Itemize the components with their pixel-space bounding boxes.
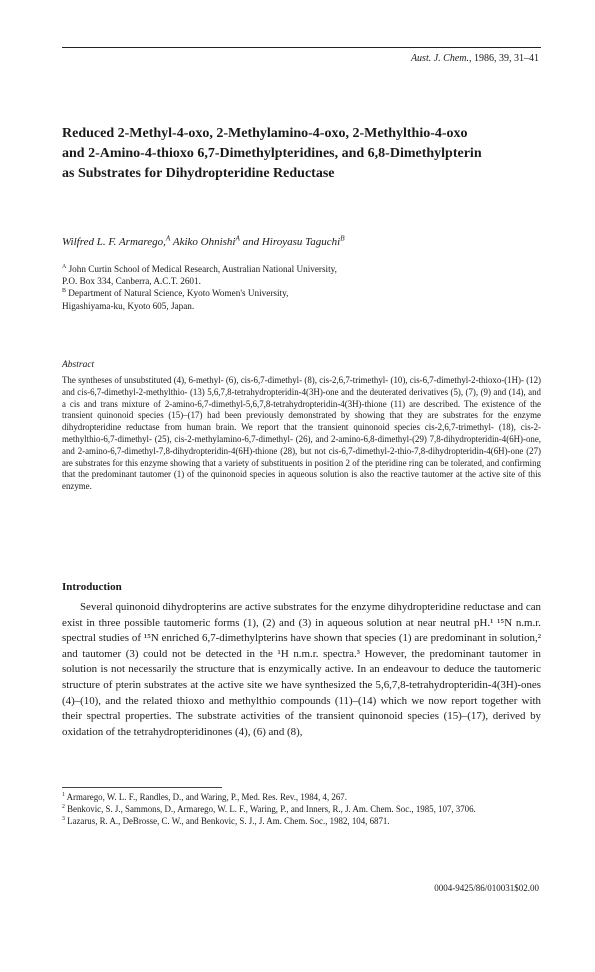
journal-name: Aust. J. Chem., bbox=[410, 53, 472, 64]
abstract-heading: Abstract bbox=[62, 360, 95, 370]
header-rule bbox=[62, 47, 541, 48]
affil-b-line2: Higashiyama-ku, Kyoto 605, Japan. bbox=[62, 300, 195, 311]
affil-a-marker: A bbox=[62, 263, 67, 270]
author-and: and bbox=[242, 236, 260, 248]
author-2: Akiko Ohnishi bbox=[172, 236, 236, 248]
affil-b-marker: B bbox=[62, 288, 66, 295]
author-3: Hiroyasu Taguchi bbox=[261, 236, 341, 248]
footnote-3: $^3$ Lazarus, R. A., DeBrosse, C. W., and Benkovic, S. J., J. Am. Chem. Soc., 1982, 104, 6871. bbox=[62, 816, 390, 826]
affil-a-line2: P.O. Box 334, Canberra, A.C.T. 2601. bbox=[62, 276, 201, 287]
journal-citation bbox=[411, 53, 539, 64]
article-code: 0004-9425/86/010031$02.00 bbox=[434, 883, 539, 893]
author-2-affil: A bbox=[235, 234, 240, 243]
author-3-affil: B bbox=[340, 234, 345, 243]
footnote-2: $^2$ Benkovic, S. J., Sammons, D., Armarego, W. L. F., Waring, P., and Inners, R., J. Am. Chem. Soc., 1985, 107, 3706. bbox=[62, 804, 476, 814]
affil-b-line1: Department of Natural Science, Kyoto Women's University, bbox=[68, 288, 289, 299]
journal-volume: 1986, 39, 31–41 bbox=[474, 53, 539, 64]
footnote-1: $^1$ Armarego, W. L. F., Randles, D., and Waring, P., Med. Res. Rev., 1984, 4, 267. bbox=[62, 792, 347, 802]
footnote-rule bbox=[62, 787, 222, 788]
affil-a-line1: John Curtin School of Medical Research, Australian National University, bbox=[68, 264, 337, 274]
article-title: Reduced 2-Methyl-4-oxo, 2-Methylamino-4-oxo, 2-Methylthio-4-oxo and 2-Amino-4-thioxo 6,7-Dimethylpteridines, and 6,8-Dimethylpterin as Substrates for Dihydropteridine Reductase bbox=[62, 126, 482, 181]
author-line bbox=[62, 236, 345, 248]
abstract-text: The syntheses of unsubstituted (4), 6-methyl- (6), cis-6,7-dimethyl- (8), cis-2,6,7-trimethyl- (10), cis-6,7-dimethyl-2-thioxo-(1H)- (12) and cis-6,7-dimethyl-2-methylthio- (13) 5,6,7,8-tetrahydropteridin-4(3H)-one and the deuterated derivatives (5), (7), (9) and (14), and a cis and trans mixture of 2-amino-6,7-dimethyl-5,6,7,8-tetrahydropteridin-4(3H)-thione (11) are described. The existence of the transient quinonoid species (15)–(17) had been previously demonstrated by showing that they are substrates for the enzyme dihydropteridine reductase from human brain. We report that the transient quinonoid species cis-2,6,7-trimethyl- (18), cis-2-methylthio-6,7-dimethyl- (25), cis-2-methylamino-6,7-dimethyl- (26), and 2-amino-6,8-dimethyl-(29) 7,8-dihydropteridin-4(6H)-one, and 2-amino-6,7-dimethyl-7,8-dihydropteridin-4(6H)-thione (28), but not cis-6,7-dimethyl-2-thio-7,8-dihydropteridin-4(6H)-one (27) are substrates for this enzyme showing that a variety of substituents in position 2 of the pteridine ring can be tolerated, and confirming that the predominant tautomer (1) of the quinonoid species in aqueous solution is also the reactive tautomer at the active site of this enzyme. bbox=[62, 375, 541, 492]
author-1: Wilfred L. F. Armarego, bbox=[62, 236, 166, 248]
footnotes bbox=[62, 791, 541, 827]
introduction-body bbox=[62, 600, 541, 740]
introduction-heading: Introduction bbox=[62, 581, 122, 593]
author-1-affil: A bbox=[165, 234, 171, 243]
affiliations bbox=[62, 263, 532, 312]
introduction-paragraph: Several quinonoid dihydropterins are active substrates for the enzyme dihydropteridine reductase and can exist in three possible tautomeric forms (1), (2) and (3) in aqueous solution at near neutral pH.¹ ¹⁵N n.m.r. spectral studies of ¹⁵N enriched 6,7-dimethylpterins have shown that species (1) are predominant in solution,² and tautomer (3) could not be detected in the ¹H n.m.r. spectra.³ However, the predominant tautomer in solution is not necessarily the structure that is enzymically active. In an endeavour to deduce the tautomeric structure of pterin substrates at the active site we have synthesized the 5,6,7,8-tetrahydropteridin-4(3H)-ones (4)–(10), and the related thioxo and methylthio compounds (11)–(14) which we now report together with their spectral properties. The substrate activities of the transient quinonoid species (15)–(17), derived by oxidation of the tetrahydropteridinones (4), (6) and (8), bbox=[62, 601, 541, 738]
